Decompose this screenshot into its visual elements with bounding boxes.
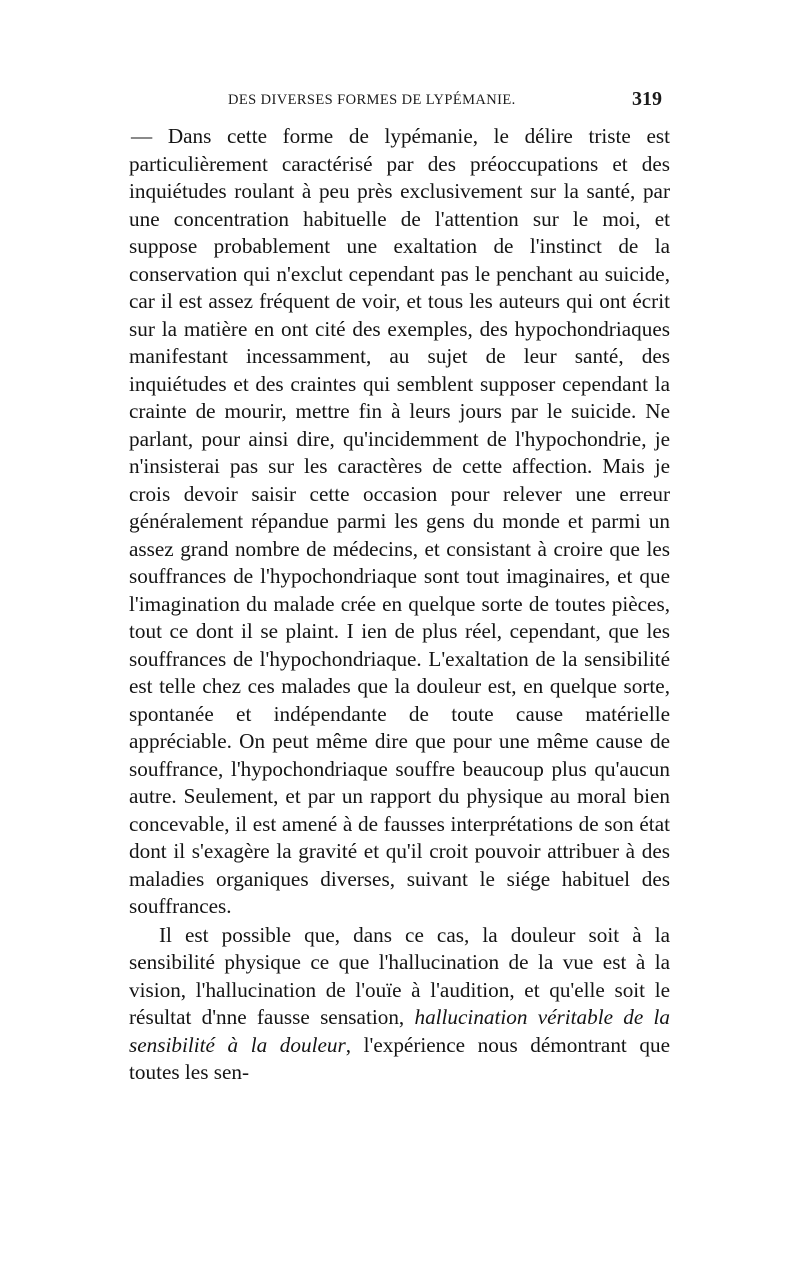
paragraph-2-italic: hallucination véritable de la sensibilité à la douleur <box>129 1005 670 1057</box>
running-head: DES DIVERSES FORMES DE LYPÉMANIE. <box>228 92 516 108</box>
paragraph-2-text: Il est possible que, dans ce cas, la douleur soit à la sensibilité physique ce que l'hallucination de la vue est à la vision, l'hallucination de l'ouïe à l'audition, et qu'elle soit le résultat d'nne fausse sensation, <box>129 922 670 1029</box>
page-number: 319 <box>632 88 662 110</box>
paragraph-2-text-end: , l'expérience nous démontrant que toutes les sen- <box>129 1032 670 1084</box>
paragraph-2 <box>129 922 670 1087</box>
body-text <box>129 123 670 1087</box>
paragraph-1: — Dans cette forme de lypémanie, le délire triste est particulièrement caractérisé par des préoccupations et des inquiétudes roulant à peu près exclusivement sur la santé, par une concentration habituelle de l'attention sur le moi, et suppose probablement une exaltation de l'instinct de la conservation qui n'exclut cependant pas le penchant au suicide, car il est assez fréquent de voir, et tous les auteurs qui ont écrit sur la matière en ont cité des exemples, des hypochondriaques manifestant incessamment, au sujet de leur santé, des inquiétudes et des craintes qui semblent supposer cependant la crainte de mourir, mettre fin à leurs jours par le suicide. Ne parlant, pour ainsi dire, qu'incidemment de l'hypochondrie, je n'insisterai pas sur les caractères de cette affection. Mais je crois devoir saisir cette occasion pour relever une erreur généralement répandue parmi les gens du monde et parmi un assez grand nombre de médecins, et consistant à croire que les souffrances de l'hypochondriaque sont tout imaginaires, et que l'imagination du malade crée en quelque sorte de toutes pièces, tout ce dont il se plaint. I ien de plus réel, cependant, que les souffrances de l'hypochondriaque. L'exaltation de la sensibilité est telle chez ces malades que la douleur est, en quelque sorte, spontanée et indépendante de toute cause matérielle appréciable. On peut même dire que pour une même cause de souffrance, l'hypochondriaque souffre beaucoup plus qu'aucun autre. Seulement, et par un rapport du physique au moral bien concevable, il est amené à de fausses interprétations de son état dont il s'exagère la gravité et qu'il croit pouvoir attribuer à des maladies organiques diverses, suivant le siége habituel des souffrances. <box>129 124 670 918</box>
